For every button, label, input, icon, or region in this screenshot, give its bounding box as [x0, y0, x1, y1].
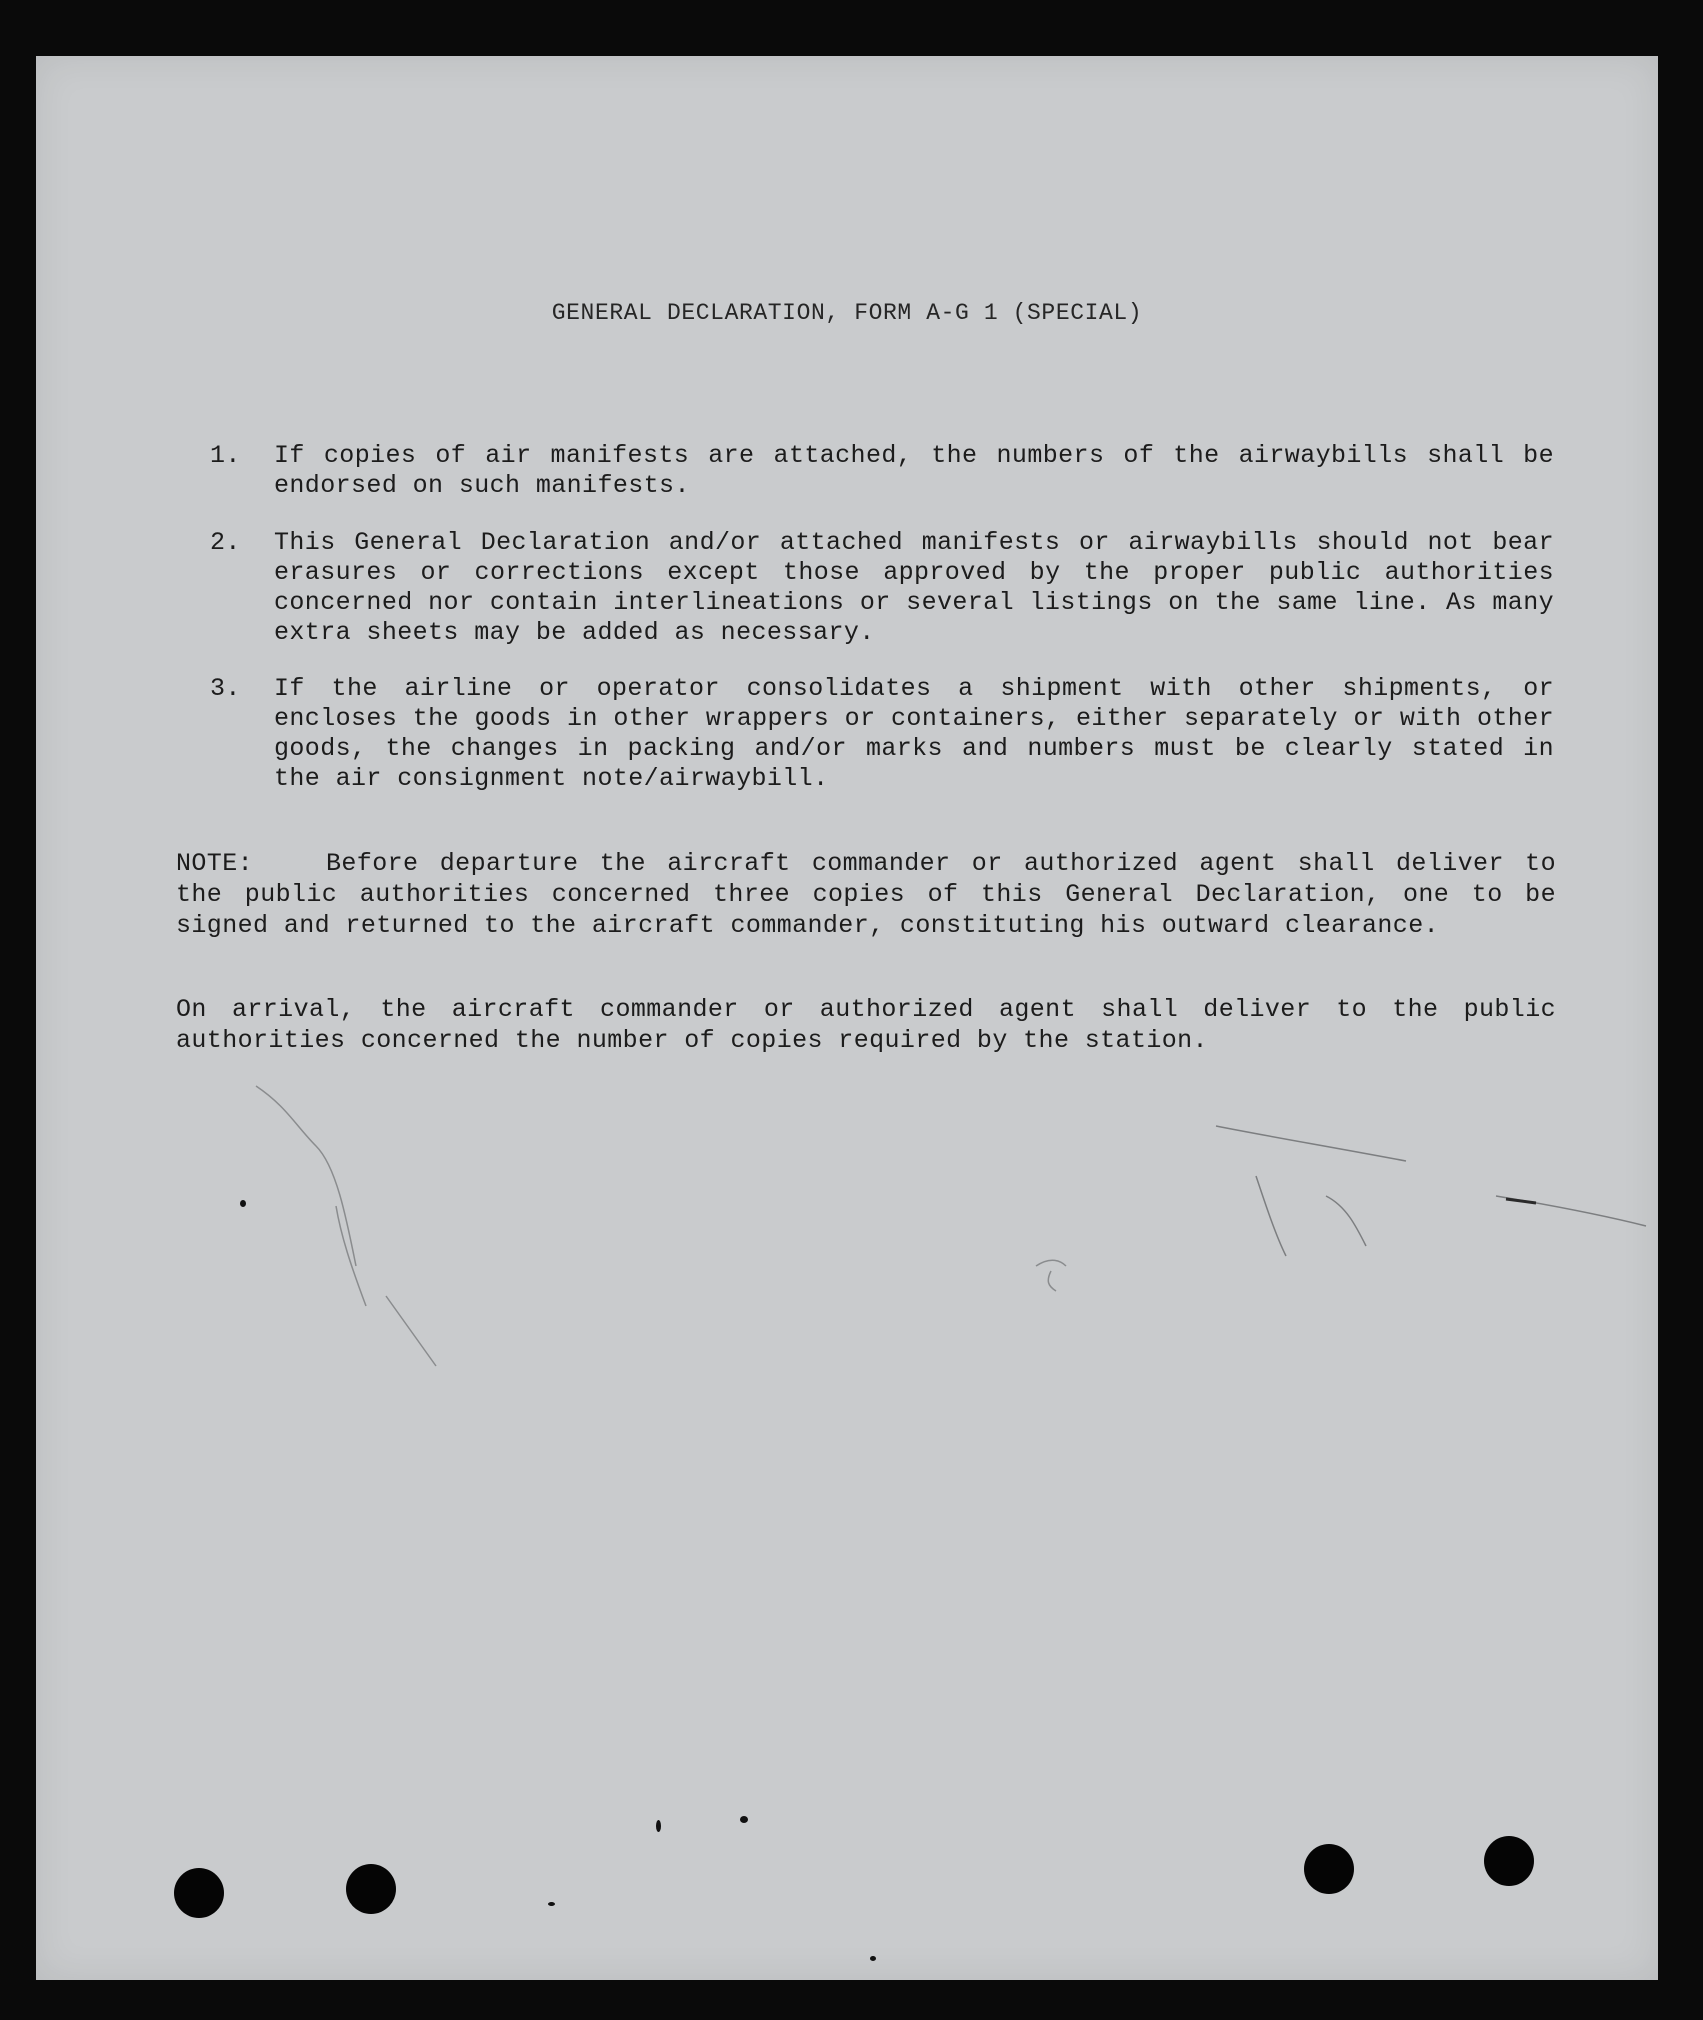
- item-text: This General Declaration and/or attached manifests or airwaybills should not bear erasures or corrections except those approved by the proper public authorities concerned nor contain interlineations or several listings on the same line. As many extra sheets may be added as necessary.: [274, 528, 1554, 647]
- pencil-scribble-icon: [1026, 1246, 1086, 1306]
- item-number: 3.: [210, 674, 241, 703]
- pencil-mark-center: [1026, 1246, 1086, 1311]
- ink-speck: [548, 1902, 555, 1906]
- pencil-marks-left: [226, 1066, 486, 1391]
- punch-hole: [1484, 1836, 1534, 1886]
- item-text: If the airline or operator consolidates a shipment with other shipments, or encloses the goods in other wrappers or containers, either separately or with other goods, the changes in packing and/or marks and numbers must be clearly stated in the air consignment note/airwaybill.: [274, 674, 1554, 793]
- arrival-paragraph: On arrival, the aircraft commander or authorized agent shall deliver to the public authorities concerned the number of copies required by the station.: [176, 995, 1556, 1055]
- ink-speck: [240, 1200, 246, 1207]
- document-title: GENERAL DECLARATION, FORM A-G 1 (SPECIAL): [551, 300, 1143, 326]
- ink-speck: [740, 1816, 748, 1823]
- pencil-scribble-icon: [1176, 1056, 1656, 1296]
- item-number: 2.: [210, 528, 241, 557]
- punch-hole: [346, 1864, 396, 1914]
- note-text: Before departure the aircraft commander or authorized agent shall deliver to the public authorities concerned three copies of this General Declaration, one to be signed and returned to the aircraft commander, constituting his outward clearance.: [176, 849, 1556, 940]
- note-label: NOTE:: [176, 849, 254, 878]
- punch-hole: [174, 1868, 224, 1918]
- item-number: 1.: [210, 441, 241, 470]
- pencil-scribble-icon: [226, 1066, 486, 1386]
- pencil-marks-right: [1176, 1056, 1656, 1301]
- note-paragraph: [176, 848, 1556, 941]
- ink-speck: [870, 1956, 876, 1961]
- punch-hole: [1304, 1844, 1354, 1894]
- ink-speck: [656, 1820, 661, 1832]
- document-page: [36, 56, 1658, 1980]
- item-text: If copies of air manifests are attached, the numbers of the airwaybills shall be endorsed on such manifests.: [274, 441, 1554, 500]
